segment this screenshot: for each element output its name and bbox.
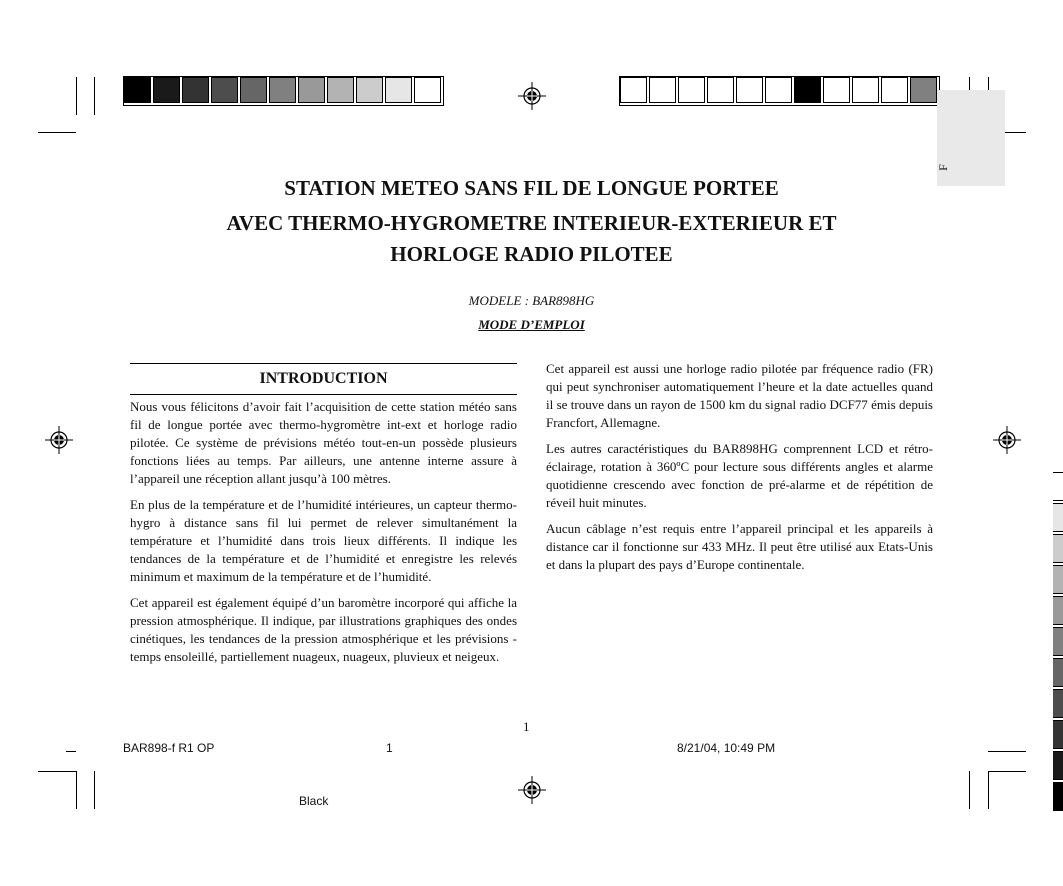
color-swatch: [852, 77, 879, 103]
paragraph: Aucun câblage n’est requis entre l’appareil principal et les appareils à distance car il fonctionne sur 433 MHz. Il peut être utilisé aux Etats-Unis et dans la plupart des pays d’Europe continentale.: [546, 521, 933, 572]
crop-mark: [988, 771, 989, 809]
left-column: [130, 398, 517, 674]
footer-timestamp: 8/21/04, 10:49 PM: [677, 741, 776, 755]
crop-mark: [38, 132, 76, 133]
registration-mark-icon: [993, 426, 1021, 454]
color-swatch: [211, 77, 238, 103]
paragraph: En plus de la température et de l’humidité intérieures, un capteur thermo-hygro à distance sans fil lui permet de relever simultanément la température et l’humidité dans trois lieux différents. Il indique les tendances de la température et de l’humidité et enregistre les relevés minimum et maximum de la température et de l’humidité.: [130, 497, 517, 584]
model-number: MODELE : BAR898HG: [468, 293, 595, 308]
right-column: [546, 360, 933, 582]
color-swatch: [678, 77, 705, 103]
side-swatch: [1053, 689, 1063, 718]
paragraph: Cet appareil est aussi une horloge radio pilotée par fréquence radio (FR) qui peut synchroniser automatiquement l’heure et la date actuelles quand il se trouve dans un rayon de 1500 km du signal radio DCF77 émis depuis Francfort, Allemagne.: [546, 361, 933, 430]
footer-plate: Black: [299, 794, 329, 808]
crop-mark: [988, 771, 1026, 772]
registration-mark-icon: [518, 82, 546, 110]
footer-page: 1: [386, 741, 393, 755]
color-swatch: [385, 77, 412, 103]
color-swatch: [823, 77, 850, 103]
crop-mark: [988, 751, 1026, 752]
color-swatch: [910, 77, 937, 103]
crop-mark: [76, 77, 77, 115]
color-swatch: [765, 77, 792, 103]
crop-mark: [969, 771, 970, 809]
color-swatch: [414, 77, 441, 103]
color-swatch: [794, 77, 821, 103]
side-swatch: [1053, 565, 1063, 594]
side-swatch: [1053, 472, 1063, 501]
side-swatch: [1053, 627, 1063, 656]
language-tab: [937, 90, 1005, 186]
color-swatch: [707, 77, 734, 103]
title-line-3: HORLOGE RADIO PILOTEE: [390, 242, 673, 266]
gray-scale-bar: [123, 76, 444, 106]
user-manual-subtitle: MODE D’EMPLOI: [478, 317, 585, 332]
color-swatch: [327, 77, 354, 103]
page-number: 1: [523, 719, 530, 734]
paragraph: Nous vous félicitons d’avoir fait l’acquisition de cette station météo sans fil de longue portée avec thermo-hygromètre int-ext et horloge radio pilotée. Ce système de prévisions météo tout-en-un possède plusieurs fonctions liées au temps. Par ailleurs, une antenne interne assure à l’appareil une réception allant jusqu’à 100 mètres.: [130, 399, 517, 486]
side-swatch: [1053, 720, 1063, 749]
color-swatch: [736, 77, 763, 103]
language-tab-letter: F: [935, 164, 950, 171]
crop-mark: [94, 771, 95, 809]
paragraph: Les autres caractéristiques du BAR898HG comprennent LCD et rétro-éclairage, rotation à 360ºC pour lecture sous différents angles et alarme quotidienne crescendo avec fonction de pré-alarme et de répétition de réveil huit minutes.: [546, 441, 933, 510]
color-swatch: [649, 77, 676, 103]
color-swatch: [124, 77, 151, 103]
color-swatch: [182, 77, 209, 103]
color-swatch: [269, 77, 296, 103]
footer-filename: BAR898-f R1 OP: [123, 741, 215, 755]
crop-mark: [94, 77, 95, 115]
side-swatch: [1053, 503, 1063, 532]
color-swatch: [881, 77, 908, 103]
color-swatch: [153, 77, 180, 103]
registration-mark-icon: [45, 426, 73, 454]
paragraph: Cet appareil est également équipé d’un baromètre incorporé qui affiche la pression atmosphérique. Il indique, par illustrations graphiques des ondes cinétiques, les tendances de la pression atmosphérique et les prévisions - temps ensoleillé, partiellement nuageux, nuageux, pluvieux et neigeux.: [130, 595, 517, 664]
side-swatch: [1053, 596, 1063, 625]
side-swatch: [1053, 534, 1063, 563]
side-swatch: [1053, 658, 1063, 687]
registration-mark-icon: [518, 776, 546, 804]
title-line-1: STATION METEO SANS FIL DE LONGUE PORTEE: [284, 176, 779, 200]
crop-mark: [66, 751, 76, 752]
color-swatch: [298, 77, 325, 103]
crop-mark: [76, 771, 77, 809]
color-swatch: [240, 77, 267, 103]
crop-mark: [38, 771, 76, 772]
side-swatch: [1053, 751, 1063, 780]
side-gray-strip: [1053, 472, 1063, 813]
color-swatch: [356, 77, 383, 103]
title-line-2: AVEC THERMO-HYGROMETRE INTERIEUR-EXTERIEUR ET: [226, 211, 837, 235]
section-heading: INTRODUCTION: [130, 363, 517, 395]
side-swatch: [1053, 782, 1063, 811]
color-control-bar: [619, 76, 940, 106]
color-swatch: [620, 77, 647, 103]
